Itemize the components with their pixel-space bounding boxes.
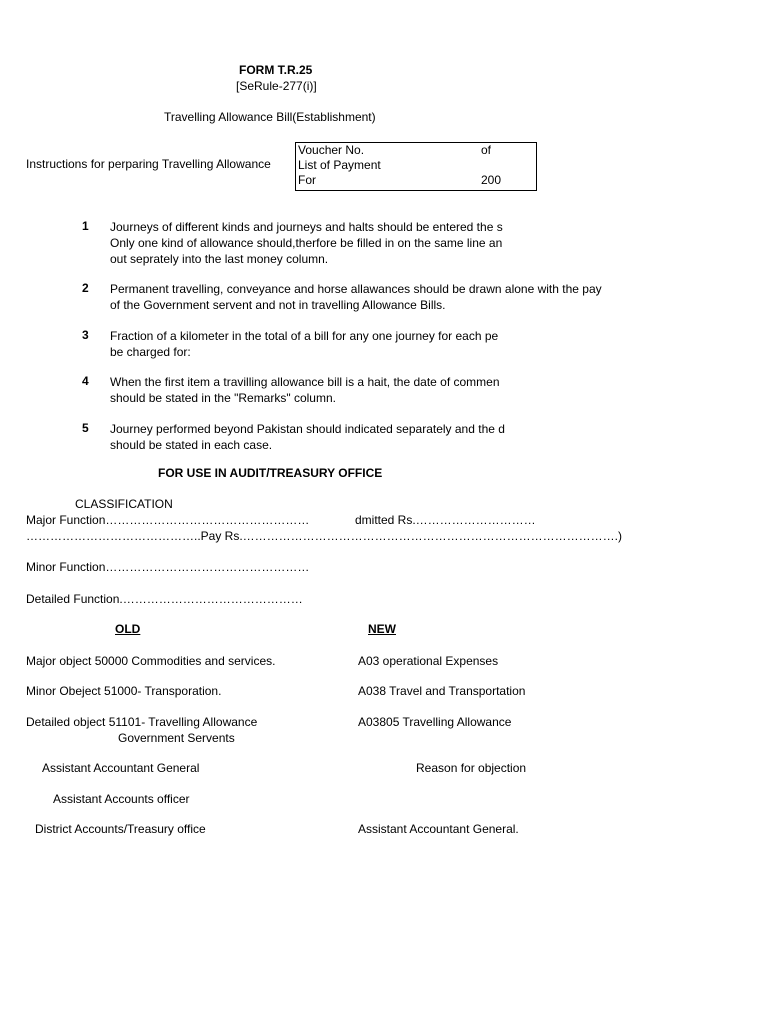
- reason-for-objection: Reason for objection: [416, 761, 527, 775]
- voucher-no-label: Voucher No.: [298, 143, 365, 157]
- old-heading: OLD: [115, 622, 141, 636]
- minor-function-line: Minor Function……………………………………………: [26, 560, 310, 574]
- detailed-object-old: Detailed object 51101- Travelling Allowance: [26, 715, 258, 729]
- assistant-accountant-general: Assistant Accountant General: [42, 761, 200, 775]
- instruction-line: When the first item a travilling allowance bill is a hait, the date of commen: [110, 375, 500, 389]
- detailed-object-new: A03805 Travelling Allowance: [358, 715, 512, 729]
- detailed-object-old-cont: Government Servents: [118, 731, 235, 745]
- classification-label: CLASSIFICATION: [75, 497, 173, 511]
- form-title: FORM T.R.25: [239, 63, 313, 77]
- instruction-line: should be stated in each case.: [110, 438, 273, 452]
- pay-rs-line: ……………………………………..Pay Rs.………………………………………………………………………………….): [26, 529, 623, 543]
- admitted-rs-line: dmitted Rs.…………………………: [355, 513, 536, 527]
- instruction-number: 3: [82, 328, 89, 342]
- minor-object-old: Minor Obeject 51000- Transporation.: [26, 684, 222, 698]
- new-heading: NEW: [368, 622, 396, 636]
- instruction-line: Only one kind of allowance should,therfore be filled in on the same line an: [110, 236, 503, 250]
- instruction-line: Journey performed beyond Pakistan should indicated separately and the d: [110, 422, 505, 436]
- voucher-no-of: of: [481, 143, 492, 157]
- for-year-value: 200: [481, 173, 502, 187]
- instructions-label: Instructions for perparing Travelling Allowance: [26, 157, 271, 171]
- detailed-function-line: Detailed Function.………………………………………: [26, 592, 303, 606]
- assistant-accountant-general-2: Assistant Accountant General.: [358, 822, 519, 836]
- voucher-box: [295, 142, 537, 191]
- district-accounts-office: District Accounts/Treasury office: [35, 822, 206, 836]
- instruction-line: Permanent travelling, conveyance and horse allawances should be drawn alone with the pay: [110, 282, 602, 296]
- list-of-payment-label: List of Payment: [298, 158, 381, 172]
- instruction-line: should be stated in the "Remarks" column.: [110, 391, 336, 405]
- instruction-line: of the Government servent and not in travelling Allowance Bills.: [110, 298, 446, 312]
- major-object-old: Major object 50000 Commodities and services.: [26, 654, 276, 668]
- instruction-number: 1: [82, 219, 89, 233]
- instruction-line: Journeys of different kinds and journeys and halts should be entered the s: [110, 220, 503, 234]
- assistant-accounts-officer: Assistant Accounts officer: [53, 792, 190, 806]
- instruction-line: Fraction of a kilometer in the total of a bill for any one journey for each pe: [110, 329, 499, 343]
- minor-object-new: A038 Travel and Transportation: [358, 684, 526, 698]
- instruction-number: 5: [82, 421, 89, 435]
- bill-title: Travelling Allowance Bill(Establishment): [164, 110, 376, 124]
- for-label: For: [298, 173, 316, 187]
- rule-reference: [SeRule-277(i)]: [236, 79, 317, 93]
- audit-heading: FOR USE IN AUDIT/TREASURY OFFICE: [158, 466, 383, 480]
- major-function-line: Major Function……………………………………………: [26, 513, 310, 527]
- major-object-new: A03 operational Expenses: [358, 654, 499, 668]
- instruction-number: 4: [82, 374, 89, 388]
- instruction-number: 2: [82, 281, 89, 295]
- instruction-line: be charged for:: [110, 345, 191, 359]
- instruction-line: out seprately into the last money column.: [110, 252, 329, 266]
